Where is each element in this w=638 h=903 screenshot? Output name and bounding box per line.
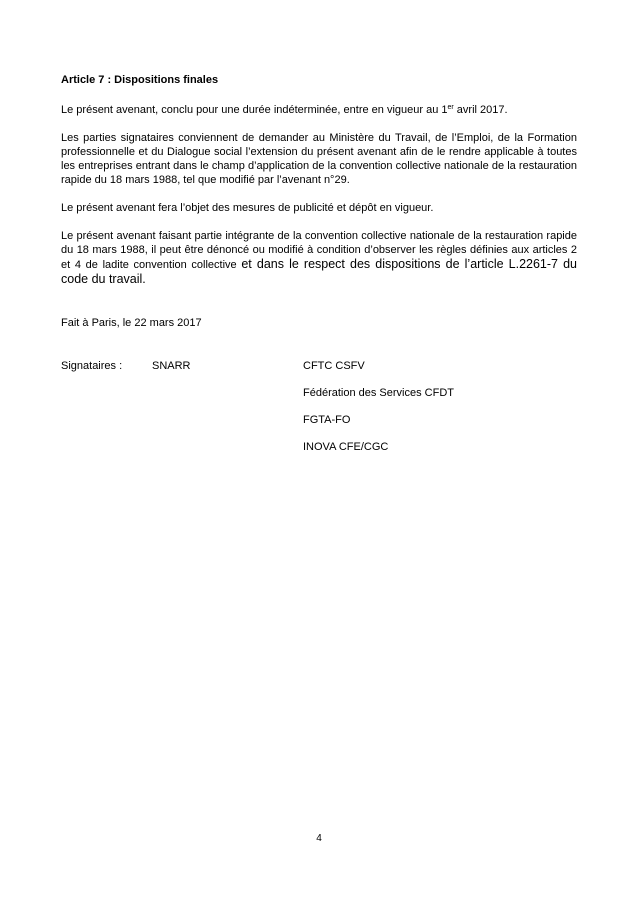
p1-text-end: avril 2017. xyxy=(453,104,508,116)
paragraph-publicity: Le présent avenant fera l’objet des mesures de publicité et dépôt en vigueur. xyxy=(61,202,434,214)
paragraph-entry-into-force xyxy=(61,103,577,117)
signatory-union: FGTA-FO xyxy=(303,414,351,426)
paragraph-extension-request: Les parties signataires conviennent de demander au Ministère du Travail, de l’Emploi, de la Formation professionnelle et du Dialogue social l’extension du présent avenant afin de le rendre applicable à toutes les entreprises entrant dans le champ d’application de la convention collective nationale de la restauration rapide du 18 mars 1988, tel que modifié par l’avenant n°29. xyxy=(61,132,577,186)
document-body xyxy=(61,73,577,344)
p4-text-large: et dans le respect des dispositions de l’article L.2261-7 du code du travail. xyxy=(61,257,578,286)
paragraph-denunciation xyxy=(61,229,577,287)
signatories-label: Signataires : xyxy=(61,360,123,372)
p1-superscript: er xyxy=(447,104,454,111)
page-number: 4 xyxy=(316,833,322,844)
signatory-unions-list xyxy=(303,359,573,467)
signatory-union: Fédération des Services CFDT xyxy=(303,387,454,399)
signatory-employer: SNARR xyxy=(152,360,191,372)
article-title: Article 7 : Dispositions finales xyxy=(61,74,219,86)
signatory-union: INOVA CFE/CGC xyxy=(303,441,389,453)
p4-text: Le présent avenant faisant partie intégrante de la convention collective nationale de la restauration rapide du 18 mars 1988, il peut être dénoncé ou modifié à condition d’observer les règles définies aux articles 2 et 4 de ladite convention collective xyxy=(61,230,577,271)
place-date: Fait à Paris, le 22 mars 2017 xyxy=(61,317,202,329)
p1-text: Le présent avenant, conclu pour une durée indéterminée, entre en vigueur au 1 xyxy=(61,104,448,116)
signatory-union: CFTC CSFV xyxy=(303,360,365,372)
